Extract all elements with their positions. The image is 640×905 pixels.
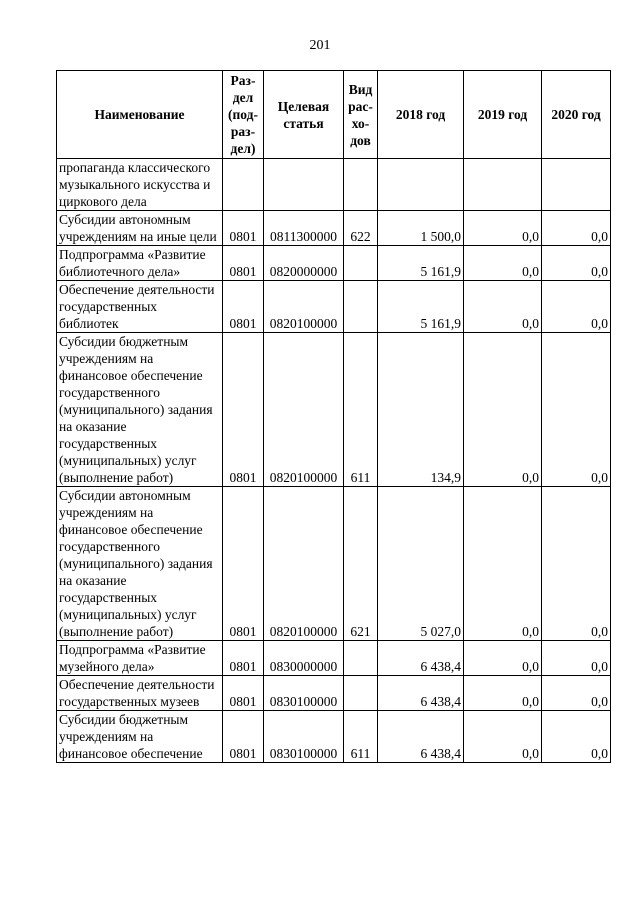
- budget-table: [56, 70, 611, 763]
- cell-expense-type: [344, 281, 378, 333]
- cell-2020: 0,0: [542, 487, 611, 641]
- cell-2019: 0,0: [464, 711, 542, 763]
- table-row: [57, 333, 611, 487]
- cell-2019: 0,0: [464, 487, 542, 641]
- cell-target: 0820100000: [264, 333, 344, 487]
- cell-2020: 0,0: [542, 641, 611, 676]
- cell-2018: [378, 159, 464, 211]
- cell-name: Субсидии бюджетным учреждениям на финансовое обеспечение государственного (муниципального) задания на оказание государственных (муниципальных) услуг (выполнение работ): [57, 333, 223, 487]
- cell-2020: 0,0: [542, 246, 611, 281]
- cell-expense-type: 611: [344, 333, 378, 487]
- cell-section: 0801: [223, 487, 264, 641]
- cell-2020: 0,0: [542, 676, 611, 711]
- header-target: Целевая статья: [264, 71, 344, 159]
- cell-name: Субсидии автономным учреждениям на иные цели: [57, 211, 223, 246]
- cell-target: 0830000000: [264, 641, 344, 676]
- cell-2020: 0,0: [542, 281, 611, 333]
- header-section: Раз-дел (под-раз-дел): [223, 71, 264, 159]
- cell-target: 0820100000: [264, 487, 344, 641]
- cell-name: Обеспечение деятельности государственных библиотек: [57, 281, 223, 333]
- cell-expense-type: [344, 676, 378, 711]
- cell-2018: 5 161,9: [378, 281, 464, 333]
- cell-expense-type: [344, 641, 378, 676]
- cell-2019: 0,0: [464, 211, 542, 246]
- header-2019: 2019 год: [464, 71, 542, 159]
- cell-2019: [464, 159, 542, 211]
- table-row: [57, 211, 611, 246]
- cell-2019: 0,0: [464, 641, 542, 676]
- table-row: [57, 246, 611, 281]
- cell-2018: 1 500,0: [378, 211, 464, 246]
- table-row: [57, 159, 611, 211]
- cell-name: Обеспечение деятельности государственных музеев: [57, 676, 223, 711]
- cell-expense-type: 611: [344, 711, 378, 763]
- table-row: [57, 487, 611, 641]
- table-row: [57, 281, 611, 333]
- cell-2018: 5 027,0: [378, 487, 464, 641]
- cell-2020: 0,0: [542, 211, 611, 246]
- cell-2018: 6 438,4: [378, 676, 464, 711]
- header-2018: 2018 год: [378, 71, 464, 159]
- cell-section: 0801: [223, 333, 264, 487]
- cell-target: 0820000000: [264, 246, 344, 281]
- header-name: Наименование: [57, 71, 223, 159]
- page-number: 201: [309, 38, 331, 53]
- cell-name: Субсидии автономным учреждениям на финансовое обеспечение государственного (муниципального) задания на оказание государственных (муниципальных) услуг (выполнение работ): [57, 487, 223, 641]
- table-row: [57, 641, 611, 676]
- cell-section: 0801: [223, 641, 264, 676]
- cell-section: 0801: [223, 711, 264, 763]
- cell-section: 0801: [223, 676, 264, 711]
- cell-expense-type: [344, 159, 378, 211]
- cell-target: 0830100000: [264, 676, 344, 711]
- cell-expense-type: 621: [344, 487, 378, 641]
- cell-2019: 0,0: [464, 676, 542, 711]
- cell-name: Субсидии бюджетным учреждениям на финансовое обеспечение: [57, 711, 223, 763]
- cell-section: [223, 159, 264, 211]
- cell-section: 0801: [223, 281, 264, 333]
- cell-section: 0801: [223, 246, 264, 281]
- cell-target: 0811300000: [264, 211, 344, 246]
- cell-target: [264, 159, 344, 211]
- cell-2020: 0,0: [542, 333, 611, 487]
- table-row: [57, 711, 611, 763]
- cell-expense-type: [344, 246, 378, 281]
- cell-2018: 5 161,9: [378, 246, 464, 281]
- cell-section: 0801: [223, 211, 264, 246]
- cell-2020: [542, 159, 611, 211]
- cell-name: Подпрограмма «Развитие библиотечного дела»: [57, 246, 223, 281]
- table-header-row: [57, 71, 611, 159]
- header-2020: 2020 год: [542, 71, 611, 159]
- table-row: [57, 676, 611, 711]
- cell-target: 0820100000: [264, 281, 344, 333]
- cell-2019: 0,0: [464, 246, 542, 281]
- cell-2020: 0,0: [542, 711, 611, 763]
- cell-target: 0830100000: [264, 711, 344, 763]
- cell-2019: 0,0: [464, 281, 542, 333]
- cell-2018: 134,9: [378, 333, 464, 487]
- cell-2018: 6 438,4: [378, 711, 464, 763]
- header-expense-type: Вид рас-хо-дов: [344, 71, 378, 159]
- cell-2019: 0,0: [464, 333, 542, 487]
- cell-2018: 6 438,4: [378, 641, 464, 676]
- cell-name: пропаганда классического музыкального искусства и циркового дела: [57, 159, 223, 211]
- cell-expense-type: 622: [344, 211, 378, 246]
- cell-name: Подпрограмма «Развитие музейного дела»: [57, 641, 223, 676]
